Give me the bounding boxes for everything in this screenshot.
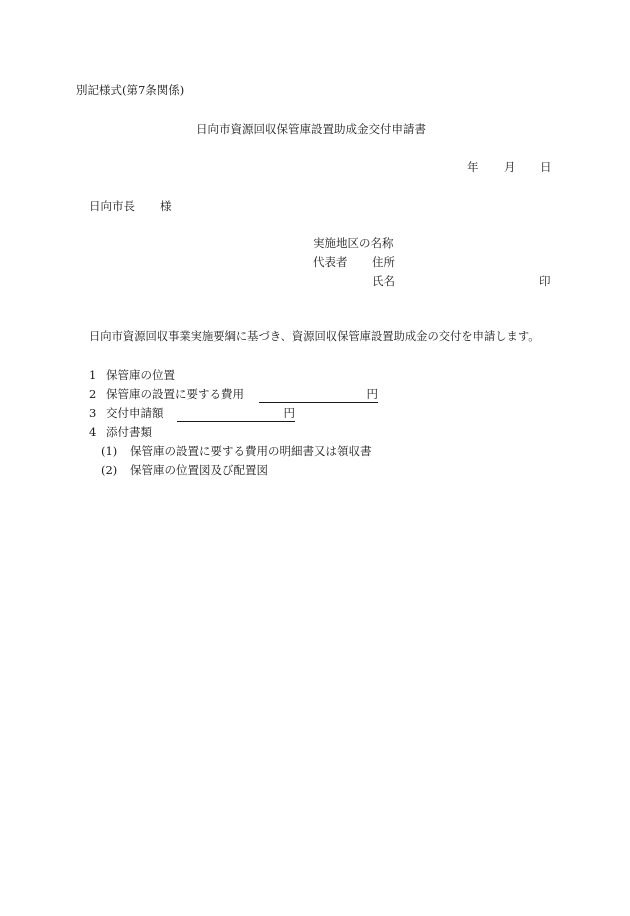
address-label: 住所	[372, 255, 395, 269]
item-label: 保管庫の位置	[106, 368, 175, 382]
addressee-name: 日向市長	[89, 199, 135, 213]
date-month-label: 月	[504, 160, 516, 174]
seal-label: 印	[539, 274, 551, 288]
yen-unit: 円	[283, 406, 295, 420]
addressee-honorific: 様	[160, 199, 172, 213]
item-number: 2	[89, 387, 97, 401]
body-statement: 日向市資源回収事業実施要綱に基づき、資源回収保管庫設置助成金の交付を申請します。	[89, 330, 540, 343]
requested-amount-field	[177, 408, 295, 422]
date-year-label: 年	[467, 160, 479, 174]
area-name-label: 実施地区の名称	[313, 236, 394, 250]
name-label: 氏名	[372, 274, 395, 288]
document-title: 日向市資源回収保管庫設置助成金交付申請書	[196, 122, 426, 136]
item-number: 1	[89, 368, 97, 382]
attachment-label: 保管庫の設置に要する費用の明細書又は領収書	[130, 444, 372, 458]
item-number: 3	[89, 406, 97, 420]
attachment-number: (1)	[101, 444, 118, 458]
item-label: 交付申請額	[106, 406, 164, 420]
item-number: 4	[89, 425, 97, 439]
item-label: 添付書類	[106, 425, 152, 439]
date-day-label: 日	[540, 160, 552, 174]
attachment-label: 保管庫の位置図及び配置図	[130, 463, 268, 477]
representative-label: 代表者	[313, 255, 348, 269]
item-label: 保管庫の設置に要する費用	[106, 387, 244, 401]
cost-amount-field	[259, 389, 378, 403]
form-reference: 別記様式(第7条関係)	[76, 83, 185, 97]
yen-unit: 円	[366, 387, 378, 401]
attachment-number: (2)	[101, 463, 118, 477]
